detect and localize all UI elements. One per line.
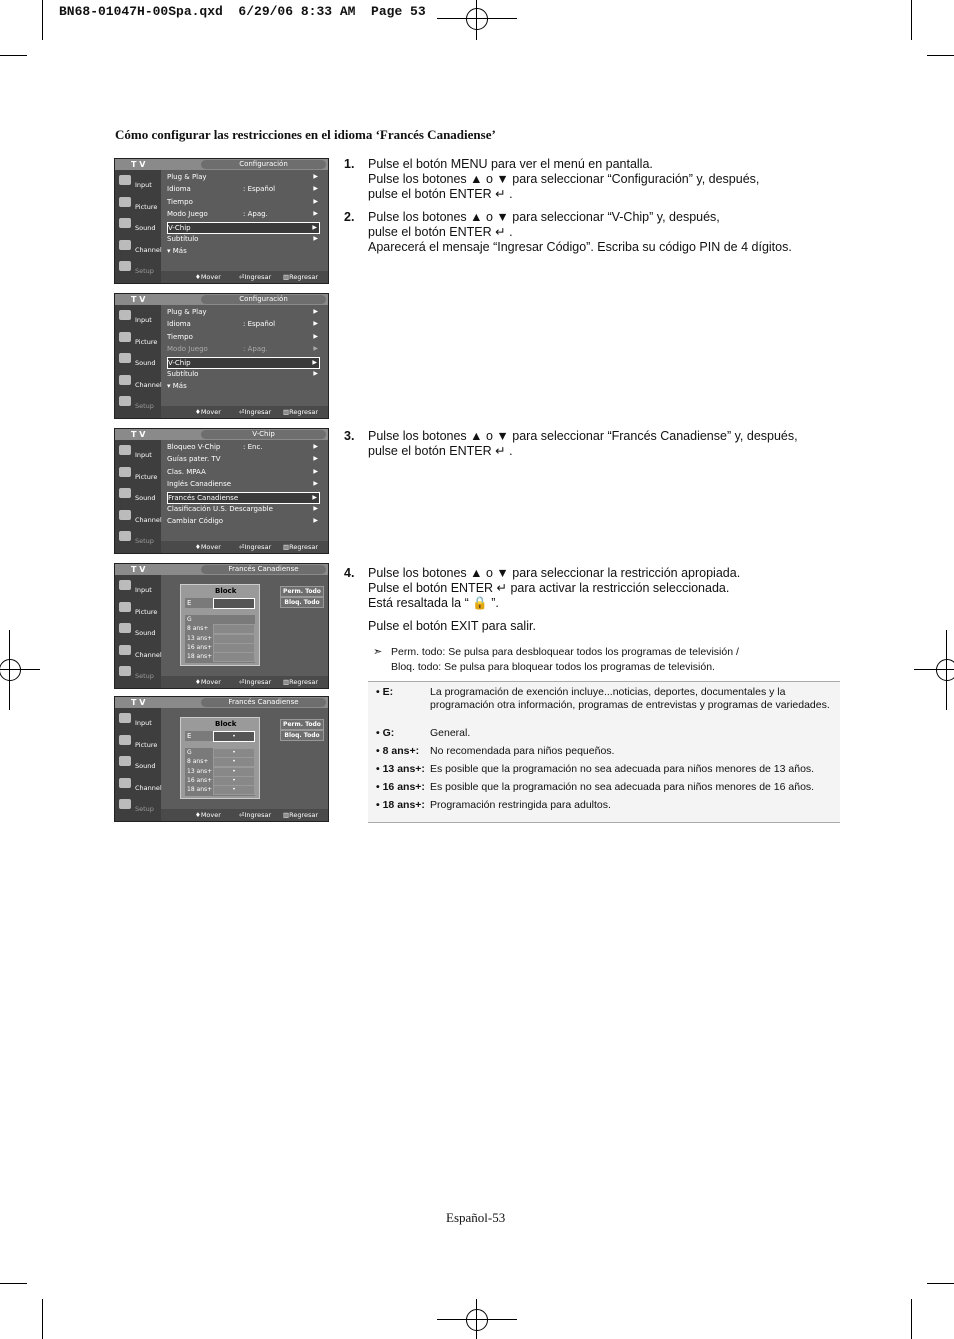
tv-screen-frances-block bbox=[114, 563, 329, 689]
menu-item-value: : Apag. bbox=[243, 345, 268, 354]
tv-title-bar bbox=[115, 564, 328, 575]
menu-title: Francés Canadiense bbox=[201, 565, 326, 574]
menu-item-label: V-Chip bbox=[168, 223, 191, 232]
rating-label: G bbox=[187, 749, 192, 756]
footer-move: ♦Mover bbox=[195, 408, 221, 416]
step-number: 1. bbox=[344, 157, 355, 171]
menu-item-label: Clas. MPAA bbox=[167, 467, 206, 476]
perm-todo-button[interactable]: Perm. Todo bbox=[280, 719, 324, 730]
sidebar-item-setup[interactable] bbox=[117, 797, 161, 817]
channel-icon bbox=[119, 240, 131, 250]
tv-label: T V bbox=[131, 295, 146, 304]
tv-title-bar bbox=[115, 697, 328, 708]
definition-text: No recomendada para niños pequeños. bbox=[430, 745, 615, 757]
sidebar-item-label: Picture bbox=[135, 472, 158, 481]
tv-label: T V bbox=[131, 430, 146, 439]
sidebar-item-channel[interactable] bbox=[117, 776, 161, 796]
perm-todo-button[interactable]: Perm. Todo bbox=[280, 586, 324, 597]
sidebar-item-channel[interactable] bbox=[117, 508, 161, 528]
menu-item-label: Plug & Play bbox=[167, 308, 207, 316]
rating-checkbox[interactable]: • bbox=[213, 748, 255, 758]
chevron-right-icon: ▶ bbox=[313, 210, 318, 218]
sidebar-item-label: Setup bbox=[135, 805, 154, 813]
chevron-right-icon: ▶ bbox=[313, 517, 318, 525]
step-number: 3. bbox=[344, 429, 355, 443]
footer-return: ▥Regresar bbox=[283, 273, 319, 281]
step-line: Pulse el botón EXIT para salir. bbox=[368, 619, 536, 633]
definition-term: • 18 ans+: bbox=[376, 799, 425, 811]
sound-icon bbox=[119, 488, 131, 498]
tv-footer bbox=[161, 809, 328, 821]
tv-footer bbox=[161, 541, 328, 553]
definition-text: Es posible que la programación no sea adecuada para niños menores de 16 años. bbox=[430, 781, 815, 793]
step-line: pulse el botón ENTER ↵ . bbox=[368, 225, 513, 239]
crop-mark bbox=[42, 1299, 43, 1339]
footer-return: ▥Regresar bbox=[283, 543, 319, 551]
chevron-right-icon: ▶ bbox=[312, 493, 317, 501]
chevron-right-icon: ▶ bbox=[313, 197, 318, 205]
crop-mark bbox=[42, 0, 43, 40]
step-line: pulse el botón ENTER ↵ . bbox=[368, 187, 513, 201]
menu-item[interactable] bbox=[167, 172, 320, 182]
rating-label: E bbox=[187, 599, 192, 607]
registration-mark bbox=[476, 1299, 477, 1339]
footer-move: ♦Mover bbox=[195, 543, 221, 551]
registration-mark bbox=[0, 659, 21, 681]
definition-term: • G: bbox=[376, 727, 395, 739]
channel-icon bbox=[119, 778, 131, 788]
chevron-right-icon: ▶ bbox=[313, 185, 318, 193]
menu-item-label: ▾ Más bbox=[167, 247, 187, 256]
sidebar-item-label: Channel bbox=[135, 650, 162, 659]
menu-item-label: Idioma bbox=[167, 320, 191, 329]
registration-mark bbox=[476, 0, 477, 40]
menu-title: Francés Canadiense bbox=[201, 698, 326, 707]
channel-icon bbox=[119, 510, 131, 520]
channel-icon bbox=[119, 375, 131, 385]
menu-item[interactable] bbox=[167, 479, 320, 489]
step-number: 4. bbox=[344, 566, 355, 580]
chevron-right-icon: ▶ bbox=[313, 467, 318, 475]
definition-row bbox=[368, 763, 840, 781]
rating-checkbox[interactable] bbox=[213, 652, 255, 662]
sidebar-item-label: Input bbox=[135, 586, 152, 594]
sidebar-item-setup[interactable] bbox=[117, 394, 161, 414]
tv-sidebar bbox=[115, 305, 161, 418]
tv-screen-configuracion bbox=[114, 158, 329, 284]
sidebar-item-sound[interactable] bbox=[117, 486, 161, 506]
menu-item[interactable] bbox=[167, 184, 320, 194]
menu-item[interactable] bbox=[167, 246, 320, 256]
note-line: Bloq. todo: Se pulsa para bloquear todos los programas de televisión. bbox=[391, 661, 715, 673]
tv-title-bar bbox=[115, 159, 328, 170]
rating-checkbox[interactable]: • bbox=[213, 757, 255, 767]
step-line: Pulse el botón MENU para ver el menú en pantalla. bbox=[368, 157, 653, 171]
crop-mark bbox=[0, 1283, 27, 1284]
input-icon bbox=[119, 445, 131, 455]
tv-sidebar bbox=[115, 440, 161, 553]
input-icon bbox=[119, 713, 131, 723]
bloq-todo-button[interactable]: Bloq. Todo bbox=[280, 730, 324, 741]
sidebar-item-picture[interactable] bbox=[117, 465, 161, 485]
menu-item[interactable] bbox=[167, 222, 320, 234]
sidebar-item-label: Sound bbox=[135, 762, 156, 770]
picture-icon bbox=[119, 332, 131, 342]
footer-enter: ⏎Ingresar bbox=[239, 811, 272, 819]
menu-item-label: Tiempo bbox=[167, 197, 193, 206]
menu-item[interactable] bbox=[167, 319, 320, 329]
sidebar-item-sound[interactable] bbox=[117, 621, 161, 641]
sidebar-item-setup[interactable] bbox=[117, 259, 161, 279]
definition-term: • 13 ans+: bbox=[376, 763, 425, 775]
menu-item[interactable] bbox=[167, 492, 320, 504]
note-line: Perm. todo: Se pulsa para desbloquear todos los programas de televisión / bbox=[391, 646, 739, 658]
setup-icon bbox=[119, 396, 131, 406]
sidebar-item-label: Picture bbox=[135, 607, 158, 616]
step-line: Pulse los botones ▲ o ▼ para seleccionar “V-Chip” y, después, bbox=[368, 210, 720, 224]
footer-enter: ⏎Ingresar bbox=[239, 678, 272, 686]
rating-checkbox[interactable] bbox=[213, 598, 255, 609]
step-line: Pulse los botones ▲ o ▼ para seleccionar “Francés Canadiense” y, después, bbox=[368, 429, 798, 443]
menu-item[interactable] bbox=[167, 209, 320, 219]
sidebar-item-input[interactable] bbox=[117, 711, 161, 731]
sidebar-item-channel[interactable] bbox=[117, 238, 161, 258]
sidebar-item-label: Sound bbox=[135, 224, 156, 232]
chevron-right-icon: ▶ bbox=[312, 223, 317, 231]
sidebar-item-label: Channel bbox=[135, 783, 162, 792]
step-line: Pulse los botones ▲ o ▼ para seleccionar “Configuración” y, después, bbox=[368, 172, 760, 186]
menu-item[interactable] bbox=[167, 442, 320, 452]
menu-item-label: Subtítulo bbox=[167, 235, 199, 243]
chevron-right-icon: ▶ bbox=[313, 345, 318, 353]
tv-screen-configuracion-vchip bbox=[114, 293, 329, 419]
block-header: Block bbox=[215, 587, 237, 595]
chevron-right-icon: ▶ bbox=[313, 332, 318, 340]
menu-item-label: Modo Juego bbox=[167, 345, 208, 354]
menu-item[interactable] bbox=[167, 307, 320, 317]
channel-icon bbox=[119, 645, 131, 655]
menu-list bbox=[165, 442, 324, 539]
tv-label: T V bbox=[131, 698, 146, 707]
sidebar-item-label: Sound bbox=[135, 629, 156, 637]
step-line: Aparecerá el mensaje “Ingresar Código”. Escriba su código PIN de 4 dígitos. bbox=[368, 240, 792, 254]
sidebar-item-label: Picture bbox=[135, 740, 158, 749]
sound-icon bbox=[119, 623, 131, 633]
sidebar-item-label: Channel bbox=[135, 245, 162, 254]
menu-item-label: Modo Juego bbox=[167, 210, 208, 219]
menu-item[interactable] bbox=[167, 234, 320, 244]
sidebar-item-label: Input bbox=[135, 316, 152, 324]
rating-label: 13 ans+ bbox=[187, 767, 213, 775]
sidebar-item-label: Picture bbox=[135, 337, 158, 346]
menu-item-label: Idioma bbox=[167, 185, 191, 194]
chevron-right-icon: ▶ bbox=[313, 308, 318, 315]
definition-row bbox=[368, 781, 840, 799]
sidebar-item-label: Setup bbox=[135, 267, 154, 275]
rating-label: E bbox=[187, 732, 192, 740]
rating-label: 18 ans+ bbox=[187, 786, 213, 794]
definition-text: La programación de exención incluye...noticias, deportes, documentales y la programación otra información, programas de entrevistas y programas de variedades. bbox=[430, 686, 830, 711]
registration-mark bbox=[466, 8, 488, 30]
menu-title: V-Chip bbox=[201, 430, 326, 439]
picture-icon bbox=[119, 197, 131, 207]
chevron-right-icon: ▶ bbox=[313, 370, 318, 377]
tv-sidebar bbox=[115, 170, 161, 283]
step-number: 2. bbox=[344, 210, 355, 224]
sidebar-item-sound[interactable] bbox=[117, 351, 161, 371]
crop-mark bbox=[927, 55, 954, 56]
menu-item-label: Cambiar Código bbox=[167, 517, 224, 526]
sidebar-item-picture[interactable] bbox=[117, 195, 161, 215]
footer-enter: ⏎Ingresar bbox=[239, 543, 272, 551]
sidebar-item-input[interactable] bbox=[117, 578, 161, 598]
menu-item-label: Plug & Play bbox=[167, 173, 207, 181]
sound-icon bbox=[119, 756, 131, 766]
sidebar-item-label: Channel bbox=[135, 380, 162, 389]
tv-footer bbox=[161, 676, 328, 688]
rating-checkbox[interactable]: • bbox=[213, 776, 255, 786]
input-icon bbox=[119, 310, 131, 320]
rating-checkbox[interactable]: • bbox=[213, 785, 255, 795]
sidebar-item-label: Channel bbox=[135, 515, 162, 524]
registration-mark bbox=[437, 1319, 517, 1320]
chevron-right-icon: ▶ bbox=[313, 505, 318, 512]
rating-checkbox[interactable]: • bbox=[213, 767, 255, 777]
setup-icon bbox=[119, 261, 131, 271]
menu-item[interactable] bbox=[167, 381, 320, 391]
sidebar-item-label: Setup bbox=[135, 402, 154, 410]
tv-label: T V bbox=[131, 160, 146, 169]
rating-label: 16 ans+ bbox=[187, 643, 213, 651]
block-panel bbox=[180, 717, 260, 799]
crop-mark bbox=[0, 55, 27, 56]
sidebar-item-channel[interactable] bbox=[117, 643, 161, 663]
tv-screen-frances-locked bbox=[114, 696, 329, 822]
registration-mark bbox=[9, 630, 10, 710]
definition-text: Programación restringida para adultos. bbox=[430, 799, 611, 811]
tv-sidebar bbox=[115, 575, 161, 688]
picture-icon bbox=[119, 735, 131, 745]
step-line: Pulse los botones ▲ o ▼ para seleccionar la restricción apropiada. bbox=[368, 566, 741, 580]
picture-icon bbox=[119, 602, 131, 612]
tv-footer bbox=[161, 271, 328, 283]
sidebar-item-picture[interactable] bbox=[117, 600, 161, 620]
step-line: Está resaltada la “ 🔒 ”. bbox=[368, 596, 499, 610]
page-footer: Español-53 bbox=[446, 1210, 506, 1225]
tv-sidebar bbox=[115, 708, 161, 821]
sidebar-item-picture[interactable] bbox=[117, 733, 161, 753]
menu-title: Configuración bbox=[201, 295, 326, 304]
rating-label: 8 ans+ bbox=[187, 625, 209, 633]
definition-term: • E: bbox=[376, 686, 394, 698]
block-panel bbox=[180, 584, 260, 666]
menu-item-label: Tiempo bbox=[167, 332, 193, 341]
sidebar-item-input[interactable] bbox=[117, 308, 161, 328]
input-icon bbox=[119, 175, 131, 185]
sidebar-item-label: Sound bbox=[135, 494, 156, 502]
menu-item-value: : Apag. bbox=[243, 210, 268, 219]
footer-enter: ⏎Ingresar bbox=[239, 273, 272, 281]
bloq-todo-button[interactable]: Bloq. Todo bbox=[280, 597, 324, 608]
menu-item[interactable] bbox=[167, 332, 320, 342]
page-title: Cómo configurar las restricciones en el idioma ‘Francés Canadiense’ bbox=[115, 127, 496, 142]
step-line: pulse el botón ENTER ↵ . bbox=[368, 444, 513, 458]
setup-icon bbox=[119, 531, 131, 541]
registration-mark bbox=[466, 1309, 488, 1331]
footer-move: ♦Mover bbox=[195, 811, 221, 819]
setup-icon bbox=[119, 666, 131, 676]
picture-icon bbox=[119, 467, 131, 477]
footer-enter: ⏎Ingresar bbox=[239, 408, 272, 416]
sidebar-item-setup[interactable] bbox=[117, 529, 161, 549]
menu-item[interactable] bbox=[167, 467, 320, 477]
chevron-right-icon: ▶ bbox=[313, 235, 318, 242]
sidebar-item-sound[interactable] bbox=[117, 216, 161, 236]
definition-term: • 8 ans+: bbox=[376, 745, 420, 757]
menu-item-value: : Español bbox=[243, 185, 276, 194]
sidebar-item-label: Setup bbox=[135, 537, 154, 545]
menu-item-label: Bloqueo V-Chip bbox=[167, 443, 221, 451]
tv-label: T V bbox=[131, 565, 146, 574]
crop-mark bbox=[911, 1299, 912, 1339]
menu-title: Configuración bbox=[201, 160, 326, 169]
rating-checkbox[interactable]: • bbox=[213, 731, 255, 742]
menu-item[interactable] bbox=[167, 504, 320, 514]
sidebar-item-label: Input bbox=[135, 181, 152, 189]
note-arrow-icon: ➣ bbox=[373, 646, 383, 658]
sidebar-item-sound[interactable] bbox=[117, 754, 161, 774]
menu-item[interactable] bbox=[167, 516, 320, 526]
menu-item-label: V-Chip bbox=[168, 358, 191, 367]
chevron-right-icon: ▶ bbox=[313, 455, 318, 463]
menu-item[interactable] bbox=[167, 197, 320, 207]
sidebar-item-label: Input bbox=[135, 451, 152, 459]
chevron-right-icon: ▶ bbox=[313, 320, 318, 328]
registration-mark bbox=[914, 669, 954, 670]
footer-return: ▥Regresar bbox=[283, 408, 319, 416]
menu-item[interactable] bbox=[167, 369, 320, 379]
crop-mark bbox=[911, 0, 912, 40]
menu-item[interactable] bbox=[167, 454, 320, 464]
definition-text: Es posible que la programación no sea adecuada para niños menores de 13 años. bbox=[430, 763, 815, 775]
rating-label: 13 ans+ bbox=[187, 634, 213, 642]
chevron-right-icon: ▶ bbox=[313, 443, 318, 450]
tv-screen-vchip bbox=[114, 428, 329, 554]
definition-term: • 16 ans+: bbox=[376, 781, 425, 793]
sidebar-item-channel[interactable] bbox=[117, 373, 161, 393]
menu-item-label: Guías pater. TV bbox=[167, 455, 221, 464]
tv-footer bbox=[161, 406, 328, 418]
menu-list bbox=[165, 307, 324, 404]
rating-label: G bbox=[187, 616, 192, 623]
sidebar-item-picture[interactable] bbox=[117, 330, 161, 350]
sidebar-item-label: Picture bbox=[135, 202, 158, 211]
menu-item[interactable] bbox=[167, 357, 320, 369]
footer-move: ♦Mover bbox=[195, 678, 221, 686]
setup-icon bbox=[119, 799, 131, 809]
sidebar-item-label: Sound bbox=[135, 359, 156, 367]
sound-icon bbox=[119, 353, 131, 363]
chevron-right-icon: ▶ bbox=[312, 358, 317, 366]
menu-item-label: Inglés Canadiense bbox=[167, 480, 232, 489]
registration-mark bbox=[437, 18, 517, 19]
chevron-right-icon: ▶ bbox=[313, 480, 318, 488]
footer-move: ♦Mover bbox=[195, 273, 221, 281]
chevron-right-icon: ▶ bbox=[313, 173, 318, 180]
print-header: BN68-01047H-00Spa.qxd 6/29/06 8:33 AM Page 53 bbox=[59, 4, 426, 19]
footer-return: ▥Regresar bbox=[283, 678, 319, 686]
menu-item[interactable] bbox=[167, 344, 320, 354]
definition-row bbox=[368, 799, 840, 817]
definition-text: General. bbox=[430, 727, 471, 739]
menu-item-label: Clasificación U.S. Descargable bbox=[167, 505, 273, 513]
menu-item-value: : Enc. bbox=[243, 443, 263, 451]
registration-mark bbox=[946, 630, 947, 710]
tv-title-bar bbox=[115, 294, 328, 305]
menu-item-label: Francés Canadiense bbox=[168, 493, 239, 502]
sidebar-item-setup[interactable] bbox=[117, 664, 161, 684]
sound-icon bbox=[119, 218, 131, 228]
definition-row bbox=[368, 686, 840, 727]
block-header: Block bbox=[215, 720, 237, 728]
sidebar-item-input[interactable] bbox=[117, 173, 161, 193]
sidebar-item-label: Input bbox=[135, 719, 152, 727]
rating-label: 8 ans+ bbox=[187, 758, 209, 766]
input-icon bbox=[119, 580, 131, 590]
rating-label: 18 ans+ bbox=[187, 653, 213, 661]
step-line: Pulse el botón ENTER ↵ para activar la restricción seleccionada. bbox=[368, 581, 730, 595]
crop-mark bbox=[927, 1283, 954, 1284]
definition-table bbox=[368, 681, 840, 823]
definition-row bbox=[368, 745, 840, 763]
definition-row bbox=[368, 727, 840, 745]
registration-mark bbox=[936, 659, 954, 681]
menu-list bbox=[165, 172, 324, 269]
menu-item-value: : Español bbox=[243, 320, 276, 329]
menu-item-label: ▾ Más bbox=[167, 382, 187, 391]
sidebar-item-label: Setup bbox=[135, 672, 154, 680]
rating-label: 16 ans+ bbox=[187, 776, 213, 784]
menu-item-label: Subtítulo bbox=[167, 370, 199, 378]
footer-return: ▥Regresar bbox=[283, 811, 319, 819]
tv-title-bar bbox=[115, 429, 328, 440]
registration-mark bbox=[0, 669, 40, 670]
sidebar-item-input[interactable] bbox=[117, 443, 161, 463]
